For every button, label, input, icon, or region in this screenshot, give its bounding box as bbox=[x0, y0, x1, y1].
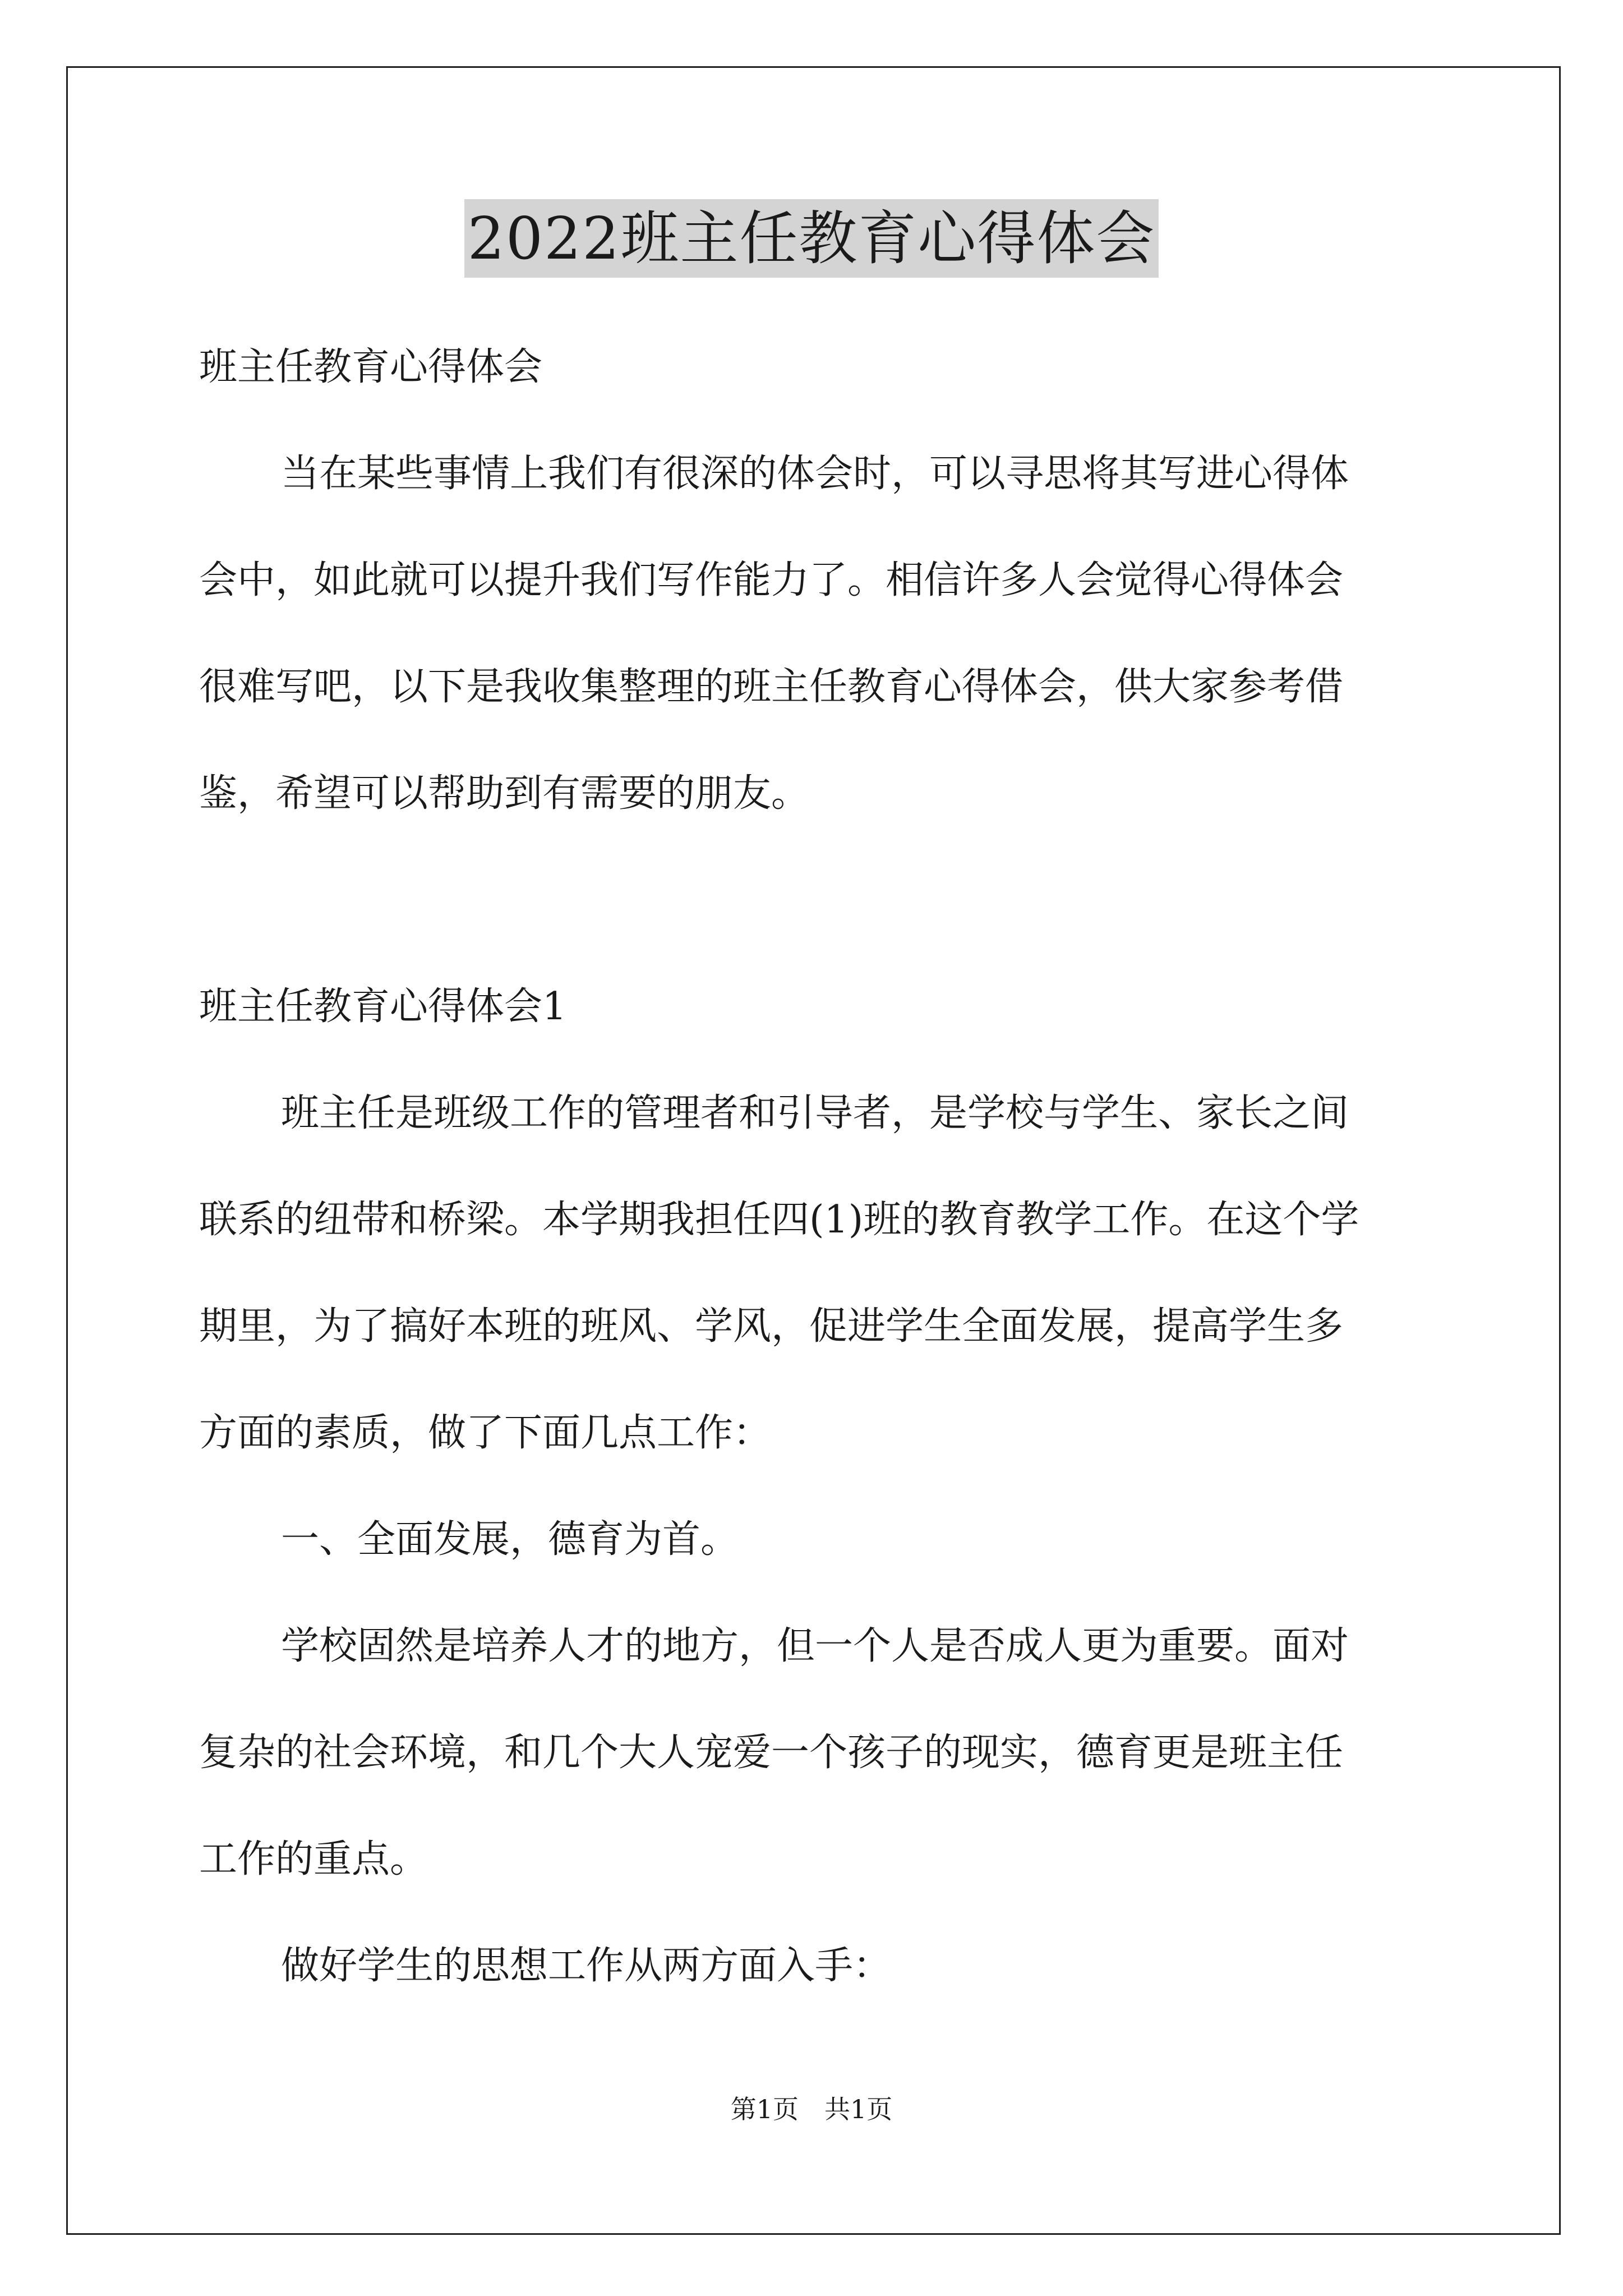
document-body bbox=[199, 314, 1427, 2019]
paragraph-line: 期里，为了搞好本班的班风、学风，促进学生全面发展，提高学生多 bbox=[199, 1304, 1344, 1349]
paragraph-line: 班主任是班级工作的管理者和引导者，是学校与学生、家长之间 bbox=[281, 1091, 1349, 1135]
intro-line: 很难写吧，以下是我收集整理的班主任教育心得体会，供大家参考借 bbox=[199, 665, 1344, 709]
intro-line: 鉴，希望可以帮助到有需要的朋友。 bbox=[199, 771, 810, 816]
section-heading: 班主任教育心得体会1 bbox=[199, 984, 567, 1029]
paragraph-line: 联系的纽带和桥梁。本学期我担任四(1)班的教育教学工作。在这个学 bbox=[199, 1198, 1359, 1242]
page-footer: 第1页 共1页 bbox=[730, 2094, 893, 2124]
paragraph-line: 学校固然是培养人才的地方，但一个人是否成人更为重要。面对 bbox=[281, 1624, 1349, 1668]
document-title: 2022班主任教育心得体会 bbox=[464, 199, 1159, 278]
paragraph-line: 做好学生的思想工作从两方面入手： bbox=[281, 1944, 892, 1988]
intro-line: 会中，如此就可以提升我们写作能力了。相信许多人会觉得心得体会 bbox=[199, 558, 1344, 602]
subtitle: 班主任教育心得体会 bbox=[199, 345, 543, 389]
point-heading: 一、全面发展，德育为首。 bbox=[281, 1517, 739, 1562]
intro-line: 当在某些事情上我们有很深的体会时，可以寻思将其写进心得体 bbox=[281, 452, 1349, 496]
paragraph-line: 工作的重点。 bbox=[199, 1837, 428, 1881]
title-container bbox=[0, 199, 1623, 278]
paragraph-gap bbox=[199, 847, 1427, 954]
paragraph-line: 方面的素质，做了下面几点工作： bbox=[199, 1411, 772, 1455]
paragraph-line: 复杂的社会环境，和几个大人宠爱一个孩子的现实，德育更是班主任 bbox=[199, 1731, 1344, 1775]
